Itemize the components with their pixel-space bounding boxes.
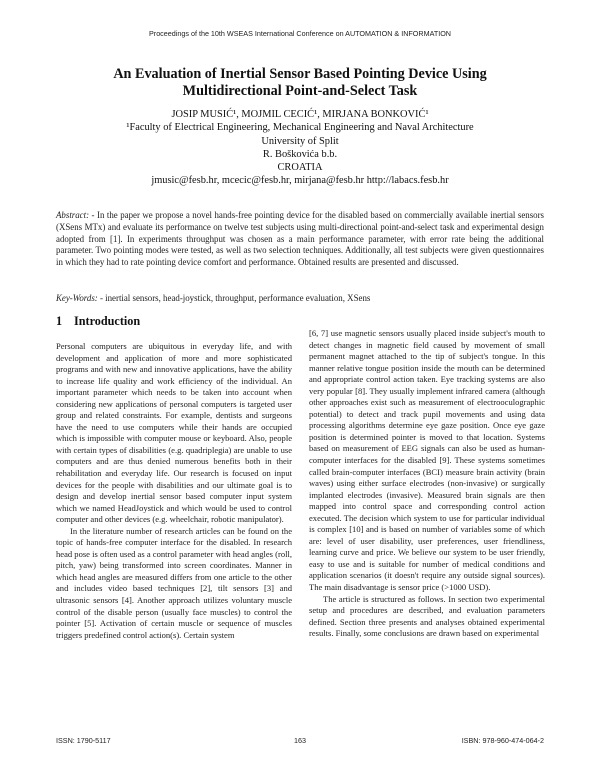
left-column [56,341,292,641]
author-emails: jmusic@fesb.hr, mcecic@fesb.hr, mirjana@fesb.hr http://labacs.fesb.hr [151,175,449,187]
author-country: CROATIA [277,162,323,174]
keywords [56,293,544,305]
abstract-label: Abstract: - [56,210,95,220]
section-title: Introduction [74,314,141,328]
author-block [60,108,540,188]
author-names: JOSIP MUSIĆ¹, MOJMIL CECIĆ¹, MIRJANA BONKOVIĆ¹ [171,109,429,120]
author-street: R. Boškovića b.b. [262,148,338,160]
paragraph: In the literature number of research articles can be found on the topic of hands-free computer interface for the disabled. In research head pose is often used as a control parameter with head angles (roll, pitch, yaw) being transformed into screen coordinates. Manner in which head angles are measured differs from one article to the other and includes video based techniques [2], tilt sensors [3] and ultrasonic sensors [4]. Another approach utilizes voluntary muscle control of the disable person (usually face muscles) to control the pointer [5]. Activation of certain muscle or sequence of muscles triggers predefined control action(s). Certain system [56,525,292,640]
abstract [56,210,544,269]
author-affiliation: ¹Faculty of Electrical Engineering, Mechanical Engineering and Naval Architecture [126,122,474,134]
footer-page-number: 163 [294,736,306,745]
title-line-1: An Evaluation of Inertial Sensor Based Pointing Device Using [113,66,487,82]
paragraph: Personal computers are ubiquitous in everyday life, and with development and application of more and more sophisticated programs and with new and innovative applications, have the ability to increase life quality and work efficiency of the individual. An important parameter which needs to be taken into account when considering new applications of personal computers is targeted user group and related constraints. For example, dentists and surgeons have the need to use computers while their hands are occupied which is impossible with computer mouse or keyboard. Also, people with certain types of disabilities (e.g. quadriplegia) are unable to use computers and are thus denied numerous benefits both in their rehabilitation and everyday life. Our research is focused on input devices for the people with disabilities and our ultimate goal is to design and develop inertial sensor based computer input system which we named HeadJoystick and which would be used to control computer and other devices (e.g. wheelchair, robotic manipulator). [56,341,292,525]
running-head: Proceedings of the 10th WSEAS International Conference on AUTOMATION & INFORMATION [149,29,451,38]
paragraph: The article is structured as follows. In section two experimental setup and procedures are described, and evaluation parameters defined. Section three presents and analyses obtained experimental results. Finally, some conclusions are drawn based on experimental [309,593,545,639]
title-line-2: Multidirectional Point-and-Select Task [182,83,418,99]
paper-title [60,66,540,100]
abstract-text: In the paper we propose a novel hands-free pointing device for the disabled based on commercially available inertial sensors (XSens MTx) and evaluate its performance on twelve test subjects using multi-directional point-and-select task and experimental design adopted from [1]. In experiments throughput was chosen as a main performance parameter, with error rate being the additional parameter. Two pointing modes were tested, as well as two selection techniques. Additionally, all test subjects were given questionnaires in which they had to rate pointing device comfort and performance. Obtained results are presented and discussed. [56,210,544,268]
section-number: 1 [56,314,63,328]
keywords-text: inertial sensors, head-joystick, throughput, performance evaluation, XSens [105,293,371,303]
section-heading [56,314,292,329]
author-university: University of Split [261,135,339,147]
footer-issn: ISSN: 1790-5117 [56,736,111,745]
paragraph: [6, 7] use magnetic sensors usually placed inside subject's mouth to detect changes in magnetic field caused by movement of small permanent magnet attached to the tip of subject's tongue. In this manner relative tongue position inside the mouth can be determined and appropriate control action taken. Eye tracking systems are also very popular [8]. They usually implement infrared camera (although other approaches exist such as measurement of electrooculographic potential) to detect and track pupil movements and using data processing algorithms determine eye gaze position. Once eye gaze position is determined pointer is moved to that location. Systems based on measurement of EEG signals can also be used as human-computer interfaces for the disabled [9]. These systems sometimes called brain-computer interfaces (BCI) measure brain activity (brain waves) using either surface electrodes (non-invasive) or surgically implanted electrodes (invasive). Measured brain signals are then mapped into control space and corresponding control action executed. The decision which system to use for particular individual is complex [10] and is based on number of variables some of which are: level of user disability, user preferences, user friendliness, learning curve and price. We believe our system to be user friendly, easy to use and is suitable for number of medical conditions and application scenarios (it doesn't require any outside signal sources). The main disadvantage is sensor price (>1000 USD). [309,328,545,593]
keywords-label: Key-Words: - [56,293,103,303]
right-column [309,328,545,640]
footer-isbn: ISBN: 978-960-474-064-2 [461,736,544,745]
